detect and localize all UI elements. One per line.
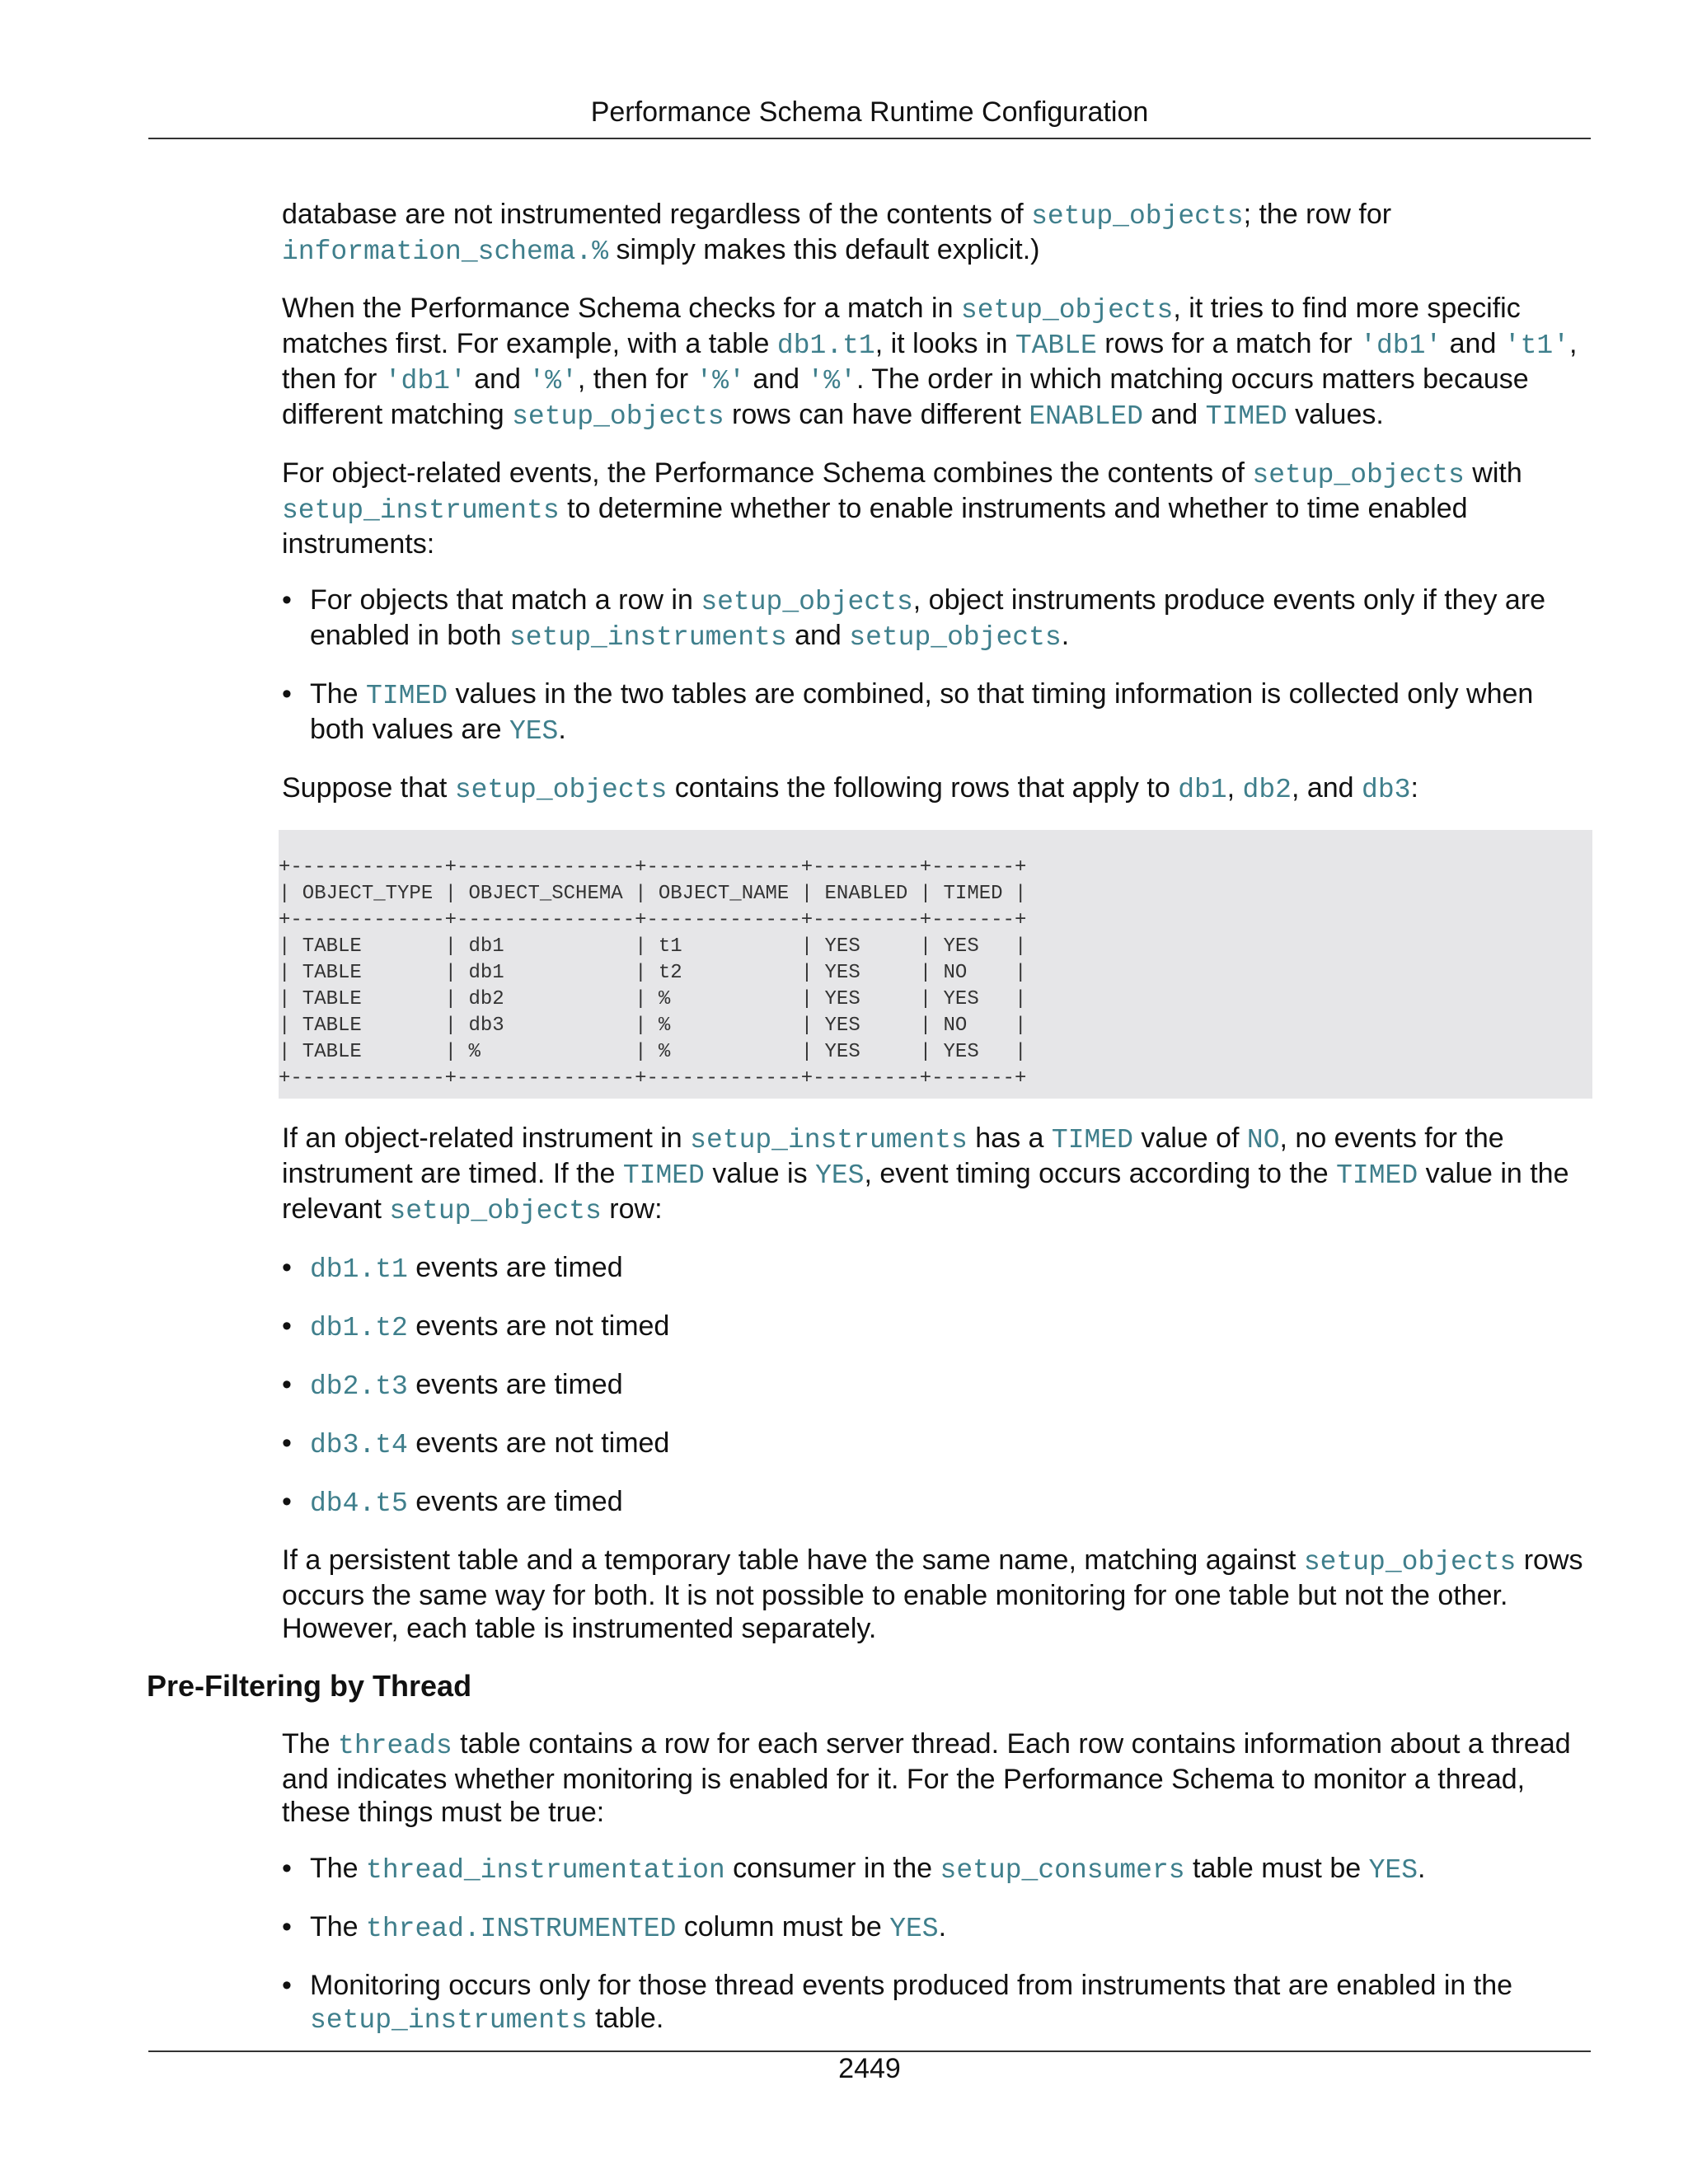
code-quoted-t1: 't1' — [1503, 330, 1570, 361]
text-run: The — [282, 1728, 339, 1760]
code-setup-objects: setup_objects — [1031, 201, 1244, 232]
list-item — [282, 583, 1592, 654]
text-run: , then for — [577, 363, 696, 395]
text-run: table. — [587, 2003, 664, 2034]
list-item — [282, 1310, 1592, 1345]
paragraph-suppose — [282, 771, 1592, 807]
table-row: | TABLE | db3 | % | YES | NO | — [279, 1015, 1027, 1037]
bullet-icon: • — [282, 1310, 292, 1342]
text-run: The — [310, 1911, 367, 1943]
text-run: . The order in which matching occurs matters because different matching — [282, 363, 1529, 430]
text-run: value of — [1132, 1122, 1247, 1154]
text-run: simply makes this default explicit.) — [608, 234, 1040, 265]
paragraph-default-explicit — [282, 198, 1592, 269]
bullet-icon: • — [282, 678, 292, 710]
bullet-icon: • — [282, 1970, 292, 2001]
text-run: If a persistent table and a temporary table have the same name, matching against — [282, 1544, 1304, 1576]
text-run: rows occurs the same way for both. It is not possible to enable monitoring for one table but not the other. However, each table is instrumented separately. — [282, 1544, 1583, 1644]
text-run: . — [938, 1911, 947, 1943]
code-setup-objects: setup_objects — [960, 295, 1174, 326]
paragraph-object-events — [282, 457, 1592, 560]
code-quoted-wildcard: '%' — [807, 366, 856, 396]
code-yes: YES — [509, 716, 559, 747]
paragraph-persistent-temporary — [282, 1544, 1592, 1645]
text-run: events are timed — [407, 1252, 623, 1283]
code-timed: TIMED — [366, 681, 448, 711]
text-run: rows can have different — [724, 399, 1029, 430]
table-row: | TABLE | db1 | t1 | YES | YES | — [279, 935, 1027, 958]
list-item — [282, 1251, 1592, 1286]
list-item — [282, 1852, 1592, 1887]
bullet-icon: • — [282, 1911, 292, 1943]
text-run: rows for a match for — [1096, 328, 1361, 359]
bullet-icon: • — [282, 1486, 292, 1517]
code-db1: db1 — [1178, 775, 1227, 805]
text-run: with — [1464, 457, 1522, 489]
text-run: When the Performance Schema checks for a match in — [282, 293, 961, 324]
code-yes: YES — [815, 1160, 865, 1191]
code-setup-instruments: setup_instruments — [310, 2005, 588, 2036]
table-header-row: | OBJECT_TYPE | OBJECT_SCHEMA | OBJECT_NAME | ENABLED | TIMED | — [279, 883, 1027, 905]
code-setup-objects: setup_objects — [512, 401, 724, 432]
code-setup-instruments: setup_instruments — [282, 495, 560, 526]
bullet-icon: • — [282, 1427, 292, 1459]
text-run: , then for — [282, 328, 1578, 395]
code-timed: TIMED — [622, 1160, 705, 1191]
text-run: table must be — [1184, 1853, 1369, 1884]
bullet-list-object-rules — [282, 583, 1592, 748]
text-run: value in the relevant — [282, 1158, 1569, 1225]
text-run: Monitoring occurs only for those thread events produced from instruments that are enabled in the — [310, 1970, 1513, 2001]
code-table-name: db3.t4 — [310, 1430, 408, 1460]
code-quoted-db1: 'db1' — [384, 366, 467, 396]
text-run: , object instruments produce events only if they are enabled in both — [310, 584, 1546, 651]
text-run: to determine whether to enable instruments and whether to time enabled instruments: — [282, 493, 1468, 560]
text-run: events are not timed — [407, 1310, 670, 1342]
text-run: , and — [1291, 772, 1362, 804]
text-run: row: — [601, 1193, 663, 1225]
text-run: events are not timed — [407, 1427, 670, 1459]
text-run: database are not instrumented regardless of the contents of — [282, 199, 1032, 230]
section-heading: Pre-Filtering by Thread — [147, 1669, 472, 1703]
page-content — [147, 198, 1592, 2060]
bullet-icon: • — [282, 1853, 292, 1884]
code-timed: TIMED — [1336, 1160, 1418, 1191]
text-run: , it looks in — [874, 328, 1015, 359]
bullet-icon: • — [282, 1369, 292, 1400]
header-rule — [148, 138, 1591, 139]
text-run: , no events for the instrument are timed. If the — [282, 1122, 1504, 1189]
table-border: +-------------+---------------+-------------+---------+-------+ — [279, 909, 1027, 931]
text-run: and — [466, 363, 529, 395]
paragraph-threads — [282, 1727, 1592, 1829]
code-no: NO — [1246, 1125, 1280, 1155]
list-item — [282, 1969, 1592, 2037]
code-table-name: db1.t2 — [310, 1313, 408, 1343]
code-quoted-db1: 'db1' — [1360, 330, 1442, 361]
text-run: events are timed — [407, 1369, 623, 1400]
code-quoted-wildcard: '%' — [528, 366, 578, 396]
text-run: and — [1142, 399, 1206, 430]
table-row: | TABLE | db1 | t2 | YES | NO | — [279, 962, 1027, 984]
code-thread-instrumentation: thread_instrumentation — [366, 1855, 725, 1886]
code-table-name: db2.t3 — [310, 1371, 408, 1402]
code-thread-instrumented: thread.INSTRUMENTED — [366, 1914, 677, 1944]
table-border: +-------------+---------------+-------------+---------+-------+ — [279, 856, 1027, 879]
list-item — [282, 1427, 1592, 1462]
text-run: events are timed — [407, 1486, 623, 1517]
text-run: The — [310, 678, 367, 710]
table-border: +-------------+---------------+-------------+---------+-------+ — [279, 1067, 1027, 1090]
bullet-icon: • — [282, 1252, 292, 1283]
text-run: . — [1418, 1853, 1426, 1884]
text-run: ; the row for — [1243, 199, 1392, 230]
code-table-name: db1.t1 — [310, 1254, 408, 1285]
code-information-schema: information_schema.% — [282, 237, 609, 267]
bullet-list-timing-results — [282, 1251, 1592, 1521]
text-run: and — [1442, 328, 1504, 359]
text-run: . — [1061, 620, 1070, 651]
list-item — [282, 1485, 1592, 1521]
text-run: For objects that match a row in — [310, 584, 701, 616]
setup-objects-table-listing — [279, 830, 1592, 1099]
code-yes: YES — [889, 1914, 939, 1944]
code-table: TABLE — [1015, 330, 1097, 361]
text-run: For object-related events, the Performance Schema combines the contents of — [282, 457, 1253, 489]
code-timed: TIMED — [1051, 1125, 1133, 1155]
text-run: . — [558, 714, 566, 745]
text-run: values. — [1287, 399, 1384, 430]
code-enabled: ENABLED — [1029, 401, 1143, 432]
code-setup-consumers: setup_consumers — [940, 1855, 1185, 1886]
code-db3: db3 — [1362, 775, 1411, 805]
bullet-icon: • — [282, 584, 292, 616]
text-run: , — [1226, 772, 1243, 804]
code-setup-instruments: setup_instruments — [509, 622, 787, 653]
page-header-title: Performance Schema Runtime Configuration — [590, 96, 1149, 128]
text-run: Suppose that — [282, 772, 455, 804]
text-run: If an object-related instrument in — [282, 1122, 691, 1154]
text-run: , event timing occurs according to the — [864, 1158, 1337, 1189]
code-yes: YES — [1368, 1855, 1418, 1886]
code-table-name: db4.t5 — [310, 1488, 408, 1519]
code-setup-objects: setup_objects — [849, 622, 1062, 653]
text-run: : — [1410, 772, 1418, 804]
code-db2: db2 — [1242, 775, 1292, 805]
page-number: 2449 — [838, 2053, 901, 2084]
text-run: table contains a row for each server thread. Each row contains information about a thread and indicates whether monitoring is enabled for it. For the Performance Schema to monitor a thread, these things must be true: — [282, 1728, 1571, 1828]
list-item — [282, 1368, 1592, 1404]
code-setup-objects: setup_objects — [1252, 460, 1465, 490]
text-run: , it tries to find more specific matches first. For example, with a table — [282, 293, 1521, 359]
list-item — [282, 677, 1592, 748]
text-run: has a — [967, 1122, 1052, 1154]
text-run: The — [310, 1853, 367, 1884]
text-run: value is — [704, 1158, 816, 1189]
table-row: | TABLE | db2 | % | YES | YES | — [279, 988, 1027, 1010]
text-run: and — [786, 620, 850, 651]
list-item — [282, 1910, 1592, 1946]
text-run: consumer in the — [724, 1853, 940, 1884]
code-setup-objects: setup_objects — [454, 775, 668, 805]
paragraph-match-order — [282, 292, 1592, 434]
code-setup-objects: setup_objects — [701, 587, 913, 617]
code-setup-objects: setup_objects — [389, 1196, 602, 1226]
text-run: values in the two tables are combined, so that timing information is collected only when both values are — [310, 678, 1534, 745]
paragraph-timed-rules — [282, 1122, 1592, 1228]
code-db1-t1: db1.t1 — [776, 330, 875, 361]
text-run: column must be — [676, 1911, 890, 1943]
code-setup-objects: setup_objects — [1303, 1547, 1517, 1577]
table-row: | TABLE | % | % | YES | YES | — [279, 1041, 1027, 1063]
bullet-list-thread-conditions — [282, 1852, 1592, 2037]
text-run: and — [744, 363, 808, 395]
text-run: contains the following rows that apply to — [667, 772, 1179, 804]
code-timed: TIMED — [1205, 401, 1287, 432]
code-quoted-wildcard: '%' — [696, 366, 745, 396]
code-setup-instruments: setup_instruments — [690, 1125, 968, 1155]
code-threads: threads — [338, 1731, 452, 1761]
